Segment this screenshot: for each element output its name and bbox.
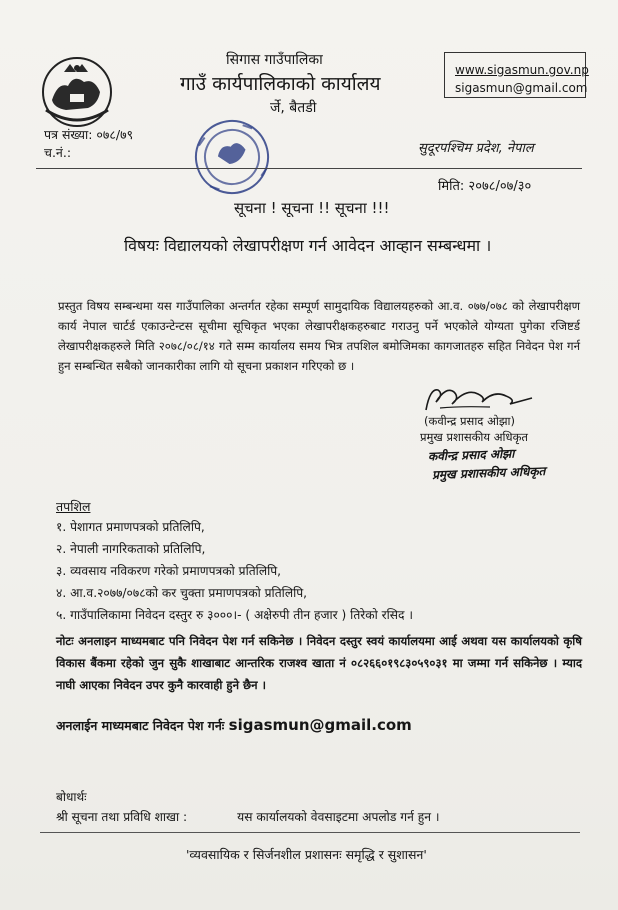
org-name: सिगास गाउँपालिका bbox=[226, 52, 323, 68]
details-list bbox=[56, 516, 413, 626]
list-item: १. पेशागत प्रमाणपत्रको प्रतिलिपि, bbox=[56, 520, 205, 534]
cc-line bbox=[56, 808, 439, 825]
note-paragraph: नोटः अनलाइन माध्यमबाट पनि निवेदन पेश गर्न सकिनेछ । निवेदन दस्तुर स्वयं कार्यालयमा आई अथवा यस कार्यालयको कृषि विकास बैंकमा रहेको जुन सुकै शाखाबाट आन्तरिक राजश्व खाता नं ०८२६६०१९८३०५९०३१ मा जम्मा गर्न सकिनेछ । म्याद नाघी आएका निवेदन उपर कुनै कारवाही हुने छैन । bbox=[56, 634, 582, 692]
office-stamp-icon bbox=[182, 112, 282, 202]
list-item: ५. गाउँपालिकामा निवेदन दस्तुर रु ३०००।- ( अक्षेरुपी तीन हजार ) तिरेको रसिद । bbox=[56, 608, 413, 622]
signer-title: प्रमुख प्रशासकीय अधिकृत bbox=[420, 430, 528, 444]
office-address: र्जे, बैतडी bbox=[270, 100, 317, 116]
details-heading: तपशिल bbox=[56, 499, 91, 514]
online-label: अनलाईन माध्यमबाट निवेदन पेश गर्नः bbox=[56, 718, 225, 733]
signer-name: (कवीन्द्र प्रसाद ओझा) bbox=[424, 414, 515, 428]
online-submission-line bbox=[56, 716, 412, 734]
province-line: सुदूरपश्चिम प्रदेश, नेपाल bbox=[418, 141, 534, 156]
footer-divider bbox=[40, 832, 580, 833]
dispatch-number: च.नं.: bbox=[44, 145, 72, 160]
notice-subject: विषयः विद्यालयको लेखापरीक्षण गर्न आवेदन आव्हान सम्बन्धमा । bbox=[124, 236, 492, 255]
list-item: ४. आ.व.२०७७/०७८को कर चुक्ता प्रमाणपत्रको प्रतिलिपि, bbox=[56, 586, 308, 600]
seal-name-stamp: कवीन्द्र प्रसाद ओझा bbox=[427, 446, 515, 464]
list-item: २. नेपाली नागरिकताको प्रतिलिपि, bbox=[56, 542, 206, 556]
cc-instruction: यस कार्यालयको वेवसाइटमा अपलोड गर्न हुन । bbox=[237, 810, 440, 824]
footer-motto: 'व्यवसायिक र सिर्जनशील प्रशासनः समृद्धि र सुशासन' bbox=[186, 847, 427, 862]
list-item: ३. व्यवसाय नविकरण गरेको प्रमाणपत्रको प्रतिलिपि, bbox=[56, 564, 282, 578]
nepal-emblem-icon bbox=[38, 52, 116, 130]
contact-box bbox=[444, 52, 589, 98]
reference-number: पत्र संख्या: ०७८/७९ bbox=[44, 127, 134, 142]
website-link[interactable]: www.sigasmun.gov.np bbox=[455, 63, 589, 77]
office-name: गाउँ कार्यपालिकाको कार्यालय bbox=[180, 73, 381, 95]
seal-title-stamp: प्रमुख प्रशासकीय अधिकृत bbox=[431, 464, 546, 482]
notice-title: सूचना ! सूचना !! सूचना !!! bbox=[234, 199, 390, 217]
letter-date: मिति: २०७८/०७/३० bbox=[438, 179, 532, 194]
signature-icon bbox=[420, 380, 550, 416]
cc-heading: बोधार्थः bbox=[56, 790, 87, 804]
notice-body: प्रस्तुत विषय सम्बन्धमा यस गाउँपालिका अन्तर्गत रहेका सम्पूर्ण सामुदायिक विद्यालयहरुको आ.व. ०७७/०७८ को लेखापरीक्षण कार्य नेपाल चार्टर्ड एकाउन्टेन्टस सूचीमा सूचिकृत भएका लेखापरीक्षकहरुबाट गराउनु पर्ने भएकोले योग्यता पुगेका रजिष्टर्ड लेखापरीक्षकहरुले मिति २०७८/०८/१४ गते सम्म कार्यालय समय भित्र तपशिल बमोजिमका कागजातहरु सहित निवेदन पेश गर्न हुन सम्बन्धित सबैको जानकारीका लागि यो सूचना प्रकाशन गरिएको छ । bbox=[58, 299, 580, 373]
header-divider bbox=[36, 168, 582, 169]
online-email-link[interactable]: sigasmun@gmail.com bbox=[228, 716, 412, 734]
cc-recipient: श्री सूचना तथा प्रविधि शाखा : bbox=[56, 810, 188, 824]
email-address: sigasmun@gmail.com bbox=[455, 81, 588, 95]
